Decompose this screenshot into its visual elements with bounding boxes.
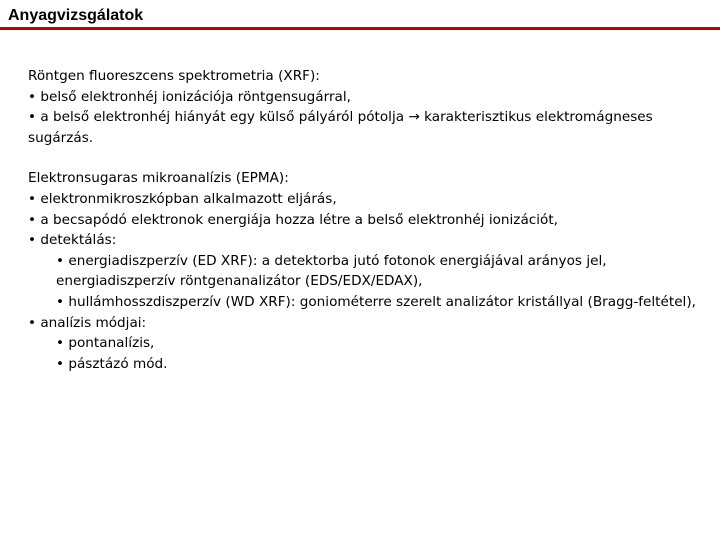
title-underline [0,27,720,30]
list-item: • analízis módjai: [28,313,698,334]
sub-list-item [28,292,698,313]
slide-title: Anyagvizsgálatok [8,7,144,24]
slide-content [28,66,698,374]
list-item: • elektronmikroszkópban alkalmazott eljárás, [28,189,698,210]
xrf-heading: Röntgen fluoreszcens spektrometria (XRF): [28,68,320,84]
sub-list-item-text: • hullámhosszdiszperzív (WD XRF): goniométerre szerelt analizátor kristállyal (Bragg-feltétel), [56,294,696,310]
sub-list-item-text: • energiadiszperzív (ED XRF): a detektorba jutó fotonok energiájával arányos jel, energiadiszperzív röntgenanalizátor (EDS/EDX/EDAX), [56,253,607,290]
epma-section [28,168,698,374]
epma-heading: Elektronsugaras mikroanalízis (EPMA): [28,170,289,187]
xrf-section [28,66,698,148]
sub-list-item [28,354,698,375]
list-item: • detektálás: [28,230,698,251]
list-item: • a belső elektronhéj hiányát egy külső pályáról pótolja → karakterisztikus elektromágneses sugárzás. [28,107,698,148]
list-item: • a becsapódó elektronok energiája hozza létre a belső elektronhéj ionizációt, [28,210,698,231]
sub-list-item [28,333,698,354]
sub-list-item [28,251,698,292]
sub-list-item-text: • pontanalízis, [56,335,154,351]
list-item: • belső elektronhéj ionizációja röntgensugárral, [28,87,698,108]
sub-list-item-text: • pásztázó mód. [56,356,167,372]
